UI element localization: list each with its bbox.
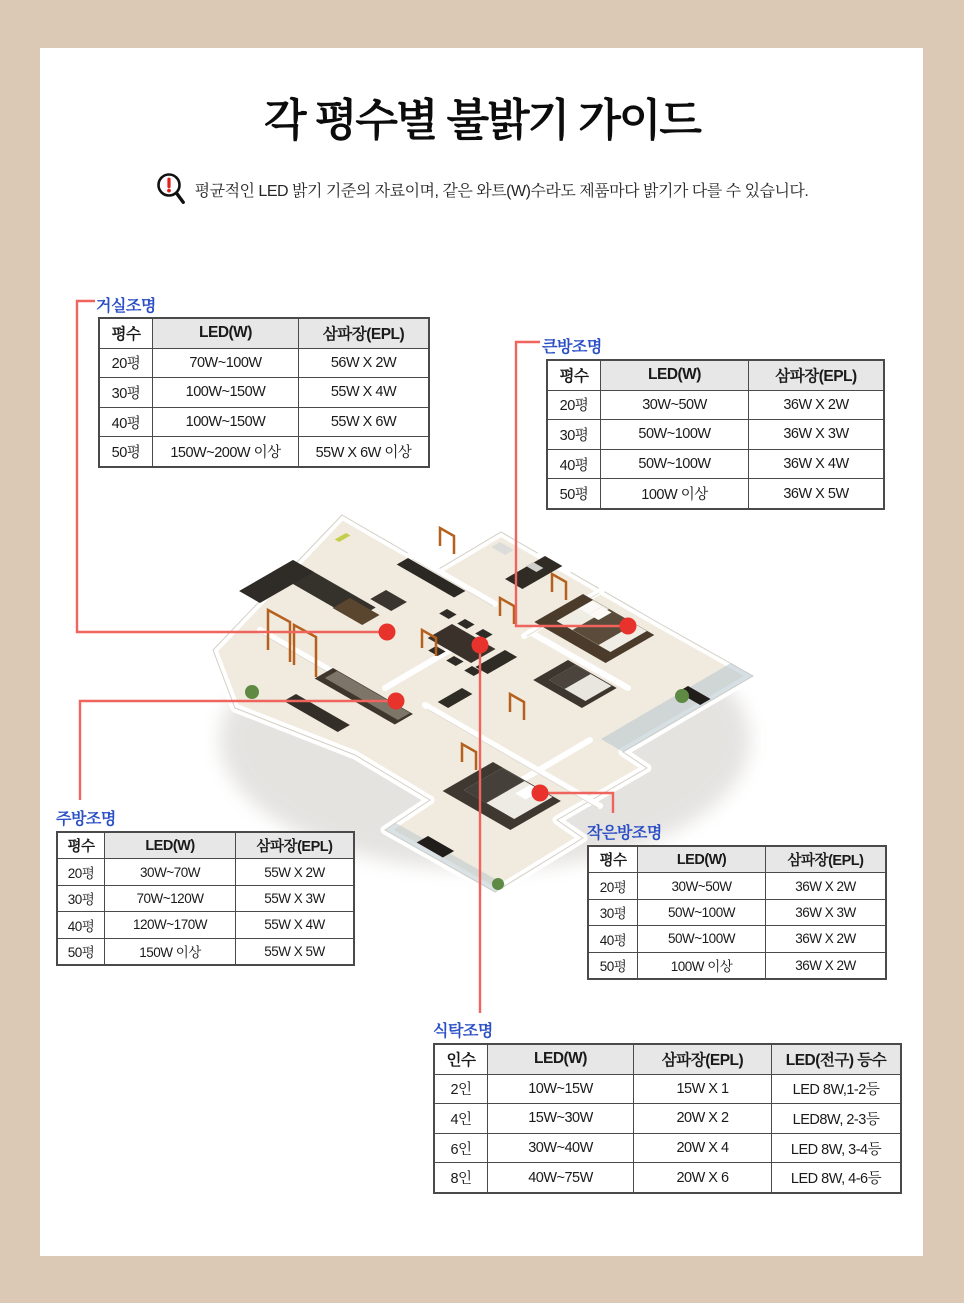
table-cell: 150W 이상 — [105, 938, 236, 965]
table-cell: 20W X 2 — [634, 1104, 772, 1134]
table-cell: 55W X 5W — [236, 938, 355, 965]
table-cell: 50W~100W — [638, 926, 766, 952]
column-header: 평수 — [99, 318, 153, 348]
column-header: LED(W) — [638, 846, 766, 873]
table-cell: 15W X 1 — [634, 1074, 772, 1104]
header-row — [99, 318, 429, 348]
table-row — [434, 1104, 901, 1134]
notice-bar — [0, 172, 964, 206]
big-room-table-label: 큰방조명 — [542, 339, 602, 356]
dining-table-table — [433, 1043, 902, 1194]
table-cell: 30W~50W — [601, 390, 749, 420]
table-cell: 100W 이상 — [638, 952, 766, 979]
table-cell: 55W X 6W — [299, 407, 430, 437]
living-room-table — [98, 317, 430, 468]
table-cell: 20평 — [547, 390, 601, 420]
column-header: 삼파장(EPL) — [766, 846, 887, 873]
table-cell: 40W~75W — [488, 1163, 634, 1193]
table-cell: 10W~15W — [488, 1074, 634, 1104]
table-cell: 30W~70W — [105, 859, 236, 885]
table-cell: 20평 — [588, 873, 638, 899]
table-cell: 40평 — [99, 407, 153, 437]
table-row — [99, 407, 429, 437]
table-cell: LED 8W, 3-4등 — [772, 1133, 902, 1163]
notice-text: 평균적인 LED 밝기 기준의 자료이며, 같은 와트(W)수라도 제품마다 밝기가 다를 수 있습니다. — [194, 182, 809, 200]
table-cell: 36W X 2W — [766, 873, 887, 899]
table-cell: 4인 — [434, 1104, 488, 1134]
header-row — [57, 832, 354, 859]
table-row — [99, 348, 429, 378]
header-row — [547, 360, 884, 390]
big-room-table — [546, 359, 885, 510]
column-header: 삼파장(EPL) — [236, 832, 355, 859]
table-cell: LED8W, 2-3등 — [772, 1104, 902, 1134]
notice-magnifier-icon — [156, 172, 186, 206]
table-cell: 40평 — [57, 912, 105, 938]
column-header: LED(W) — [488, 1044, 634, 1074]
small-room-table-label: 작은방조명 — [587, 825, 662, 842]
table-row — [588, 873, 886, 899]
table-row — [99, 378, 429, 408]
table-row — [434, 1163, 901, 1193]
header-row — [588, 846, 886, 873]
table-row — [588, 899, 886, 925]
header-row — [434, 1044, 901, 1074]
column-header: 평수 — [57, 832, 105, 859]
table-cell: 50평 — [588, 952, 638, 979]
column-header: LED(W) — [153, 318, 299, 348]
table-row — [547, 449, 884, 479]
table-cell: 55W X 4W — [299, 378, 430, 408]
table-cell: 15W~30W — [488, 1104, 634, 1134]
column-header: 삼파장(EPL) — [749, 360, 885, 390]
table-row — [588, 952, 886, 979]
table-cell: 30평 — [99, 378, 153, 408]
table-row — [99, 437, 429, 467]
table-cell: 100W 이상 — [601, 479, 749, 509]
table-cell: 100W~150W — [153, 407, 299, 437]
table-cell: 50W~100W — [601, 449, 749, 479]
table-row — [434, 1074, 901, 1104]
table-row — [57, 885, 354, 911]
table-cell: 150W~200W 이상 — [153, 437, 299, 467]
table-row — [57, 859, 354, 885]
table-cell: 50평 — [99, 437, 153, 467]
column-header: 평수 — [547, 360, 601, 390]
column-header: 삼파장(EPL) — [634, 1044, 772, 1074]
table-cell: 20평 — [99, 348, 153, 378]
column-header: LED(W) — [601, 360, 749, 390]
table-cell: 36W X 2W — [749, 390, 885, 420]
table-cell: 36W X 3W — [766, 899, 887, 925]
table-cell: 20평 — [57, 859, 105, 885]
table-cell: 20W X 4 — [634, 1133, 772, 1163]
table-cell: 2인 — [434, 1074, 488, 1104]
table-row — [434, 1133, 901, 1163]
table-cell: 55W X 4W — [236, 912, 355, 938]
table-cell: 55W X 3W — [236, 885, 355, 911]
kitchen-table — [56, 831, 355, 966]
table-cell: 40평 — [588, 926, 638, 952]
column-header: 삼파장(EPL) — [299, 318, 430, 348]
table-cell: 70W~100W — [153, 348, 299, 378]
table-cell: 30W~50W — [638, 873, 766, 899]
table-cell: 36W X 4W — [749, 449, 885, 479]
living-room-table-label: 거실조명 — [96, 298, 156, 315]
table-cell: 30W~40W — [488, 1133, 634, 1163]
table-cell: 30평 — [57, 885, 105, 911]
table-row — [57, 912, 354, 938]
table-cell: 6인 — [434, 1133, 488, 1163]
table-cell: 36W X 2W — [766, 926, 887, 952]
table-row — [588, 926, 886, 952]
column-header: LED(W) — [105, 832, 236, 859]
column-header: 평수 — [588, 846, 638, 873]
table-cell: 30평 — [547, 420, 601, 450]
table-row — [547, 390, 884, 420]
table-cell: 55W X 2W — [236, 859, 355, 885]
table-cell: 50W~100W — [638, 899, 766, 925]
kitchen-table-label: 주방조명 — [56, 811, 116, 828]
table-cell: 120W~170W — [105, 912, 236, 938]
page-title: 각 평수별 불밝기 가이드 — [264, 96, 700, 145]
table-row — [547, 479, 884, 509]
table-cell: 30평 — [588, 899, 638, 925]
table-cell: 55W X 6W 이상 — [299, 437, 430, 467]
table-cell: 36W X 5W — [749, 479, 885, 509]
dining-table-label: 식탁조명 — [433, 1023, 493, 1040]
table-cell: LED 8W,1-2등 — [772, 1074, 902, 1104]
small-room-table — [587, 845, 887, 980]
column-header: 인수 — [434, 1044, 488, 1074]
table-cell: 8인 — [434, 1163, 488, 1193]
table-cell: 100W~150W — [153, 378, 299, 408]
table-row — [547, 420, 884, 450]
table-cell: 50평 — [547, 479, 601, 509]
table-cell: 40평 — [547, 449, 601, 479]
table-cell: 20W X 6 — [634, 1163, 772, 1193]
table-cell: 56W X 2W — [299, 348, 430, 378]
table-cell: 50평 — [57, 938, 105, 965]
column-header: LED(전구) 등수 — [772, 1044, 902, 1074]
table-cell: 36W X 3W — [749, 420, 885, 450]
table-cell: LED 8W, 4-6등 — [772, 1163, 902, 1193]
table-row — [57, 938, 354, 965]
table-cell: 70W~120W — [105, 885, 236, 911]
table-cell: 50W~100W — [601, 420, 749, 450]
table-cell: 36W X 2W — [766, 952, 887, 979]
